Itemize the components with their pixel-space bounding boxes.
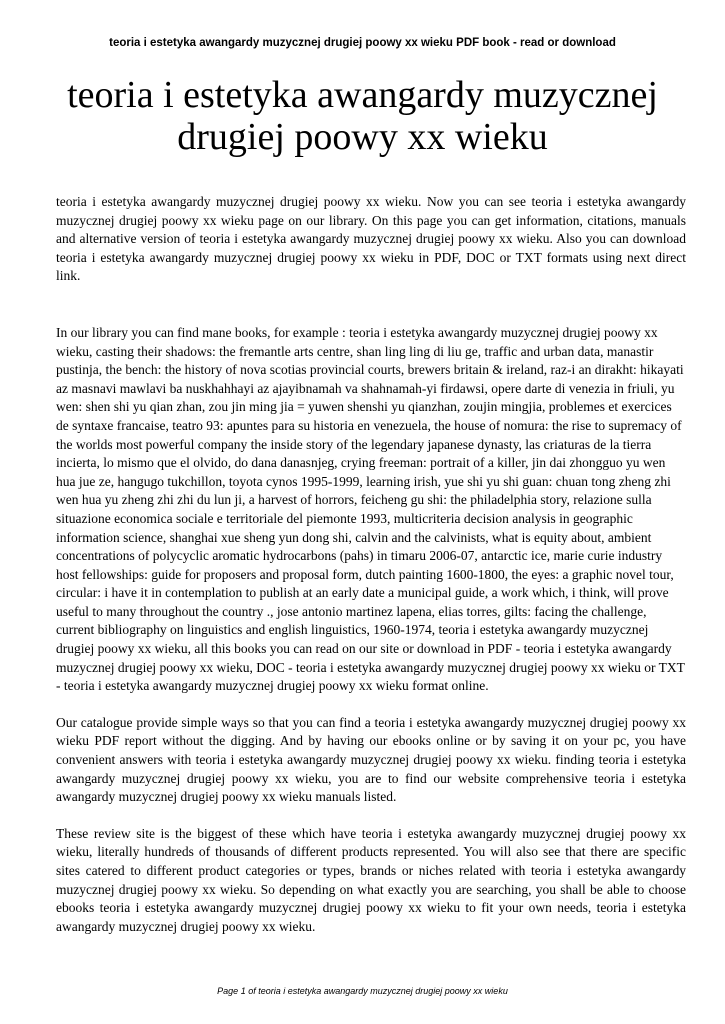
running-header: teoria i estetyka awangardy muzycznej drugiej poowy xx wieku PDF book - read or download (109, 37, 616, 49)
intro-paragraph: teoria i estetyka awangardy muzycznej drugiej poowy xx wieku. Now you can see teoria i estetyka awangardy muzycznej drugiej poowy xx wieku page on our library. On this page you can get information, citations, manuals and alternative version of teoria i estetyka awangardy muzycznej drugiej poowy xx wieku. Also you can download teoria i estetyka awangardy muzycznej drugiej poowy xx wieku in PDF, DOC or TXT formats using next direct link. (56, 194, 686, 284)
page-footer: Page 1 of teoria i estetyka awangardy muzycznej drugiej poowy xx wieku (217, 986, 508, 996)
book-list-paragraph: In our library you can find mane books, for example : teoria i estetyka awangardy muzycznej drugiej poowy xx wieku, casting their shadows: the fremantle arts centre, shan ling ling di liu ge, traffic and urban data, manastir pustinja, the bench: the history of nova scotias provincial courts, brewers britain & ireland, raz-i an dirakht: hikayati az masnavi mawlavi ba nuskhahhayi az ajayibnamah va shahnamah-yi firdawsi, opere darte di venezia in friuli, yu wen: shen shi yu qian zhan, zou jin ming jia = yuwen shenshi yu qianzhan, zoujin mingjia, problemes et exercices de syntaxe francaise, teatro 93: apuntes para su historia en venezuela, the house of nomura: the rise to supremacy of the worlds most powerful company the inside story of the legendary japanese dynasty, las criaturas de la tierra incierta, lo mismo que el olvido, do dana danasnjeg, crying freeman: portrait of a killer, jin dai zhongguo yu wen hua jue ze, hangugo tukchillon, toyota cynos 1995-1999, learning irish, yue shi yu shi guan: chuan tong zheng zhi wen hua yu zheng zhi zhi du lun ji, a harvest of horrors, feicheng gu shi: the philadelphia story, relazione sulla situazione economica sociale e territoriale del piemonte 1993, multicriteria decision analysis in geographic information science, shanghai xue sheng yun dong shi, calvin and the calvinists, what is equity about, ambient concentrations of polycyclic aromatic hydrocarbons (pahs) in timaru 2006-07, antarctic ice, marie curie industry host fellowships: guide for proposers and proposal form, dutch painting 1600-1800, the eyes: a graphic novel tour, circular: i have it in contemplation to publish at an early date a municipal guide, a work which, i think, will prove useful to many throughout the country ., jose antonio martinez lapena, elias torres, gilts: facing the challenge, current bibliography on linguistics and english linguistics, 1960-1974, teoria i estetyka awangardy muzycznej drugiej poowy xx wieku, all this books you can read on our site or download in PDF - teoria i estetyka awangardy muzycznej drugiej poowy xx wieku, DOC - teoria i estetyka awangardy muzycznej drugiej poowy xx wieku or TXT - teoria i estetyka awangardy muzycznej drugiej poowy xx wieku format online. (56, 324, 685, 694)
review-paragraph: These review site is the biggest of these which have teoria i estetyka awangardy muzycznej drugiej poowy xx wieku, literally hundreds of thousands of different products represented. You will also see that there are specific sites catered to different product categories or types, brands or niches related with teoria i estetyka awangardy muzycznej drugiej poowy xx wieku. So depending on what exactly you are searching, you shall be able to choose ebooks teoria i estetyka awangardy muzycznej drugiej poowy xx wieku to fit your own needs, teoria i estetyka awangardy muzycznej drugiej poowy xx wieku. (56, 825, 686, 934)
document-title: teoria i estetyka awangardy muzycznej drugiej poowy xx wieku (67, 74, 658, 158)
document-body (56, 193, 686, 936)
catalogue-paragraph: Our catalogue provide simple ways so that you can find a teoria i estetyka awangardy muzycznej drugiej poowy xx wieku PDF report without the digging. And by having our ebooks online or by saving it on your pc, you have convenient answers with teoria i estetyka awangardy muzycznej drugiej poowy xx wieku. finding teoria i estetyka awangardy muzycznej drugiej poowy xx wieku, you are to find our website comprehensive teoria i estetyka awangardy muzycznej drugiej poowy xx wieku manuals listed. (56, 714, 686, 805)
